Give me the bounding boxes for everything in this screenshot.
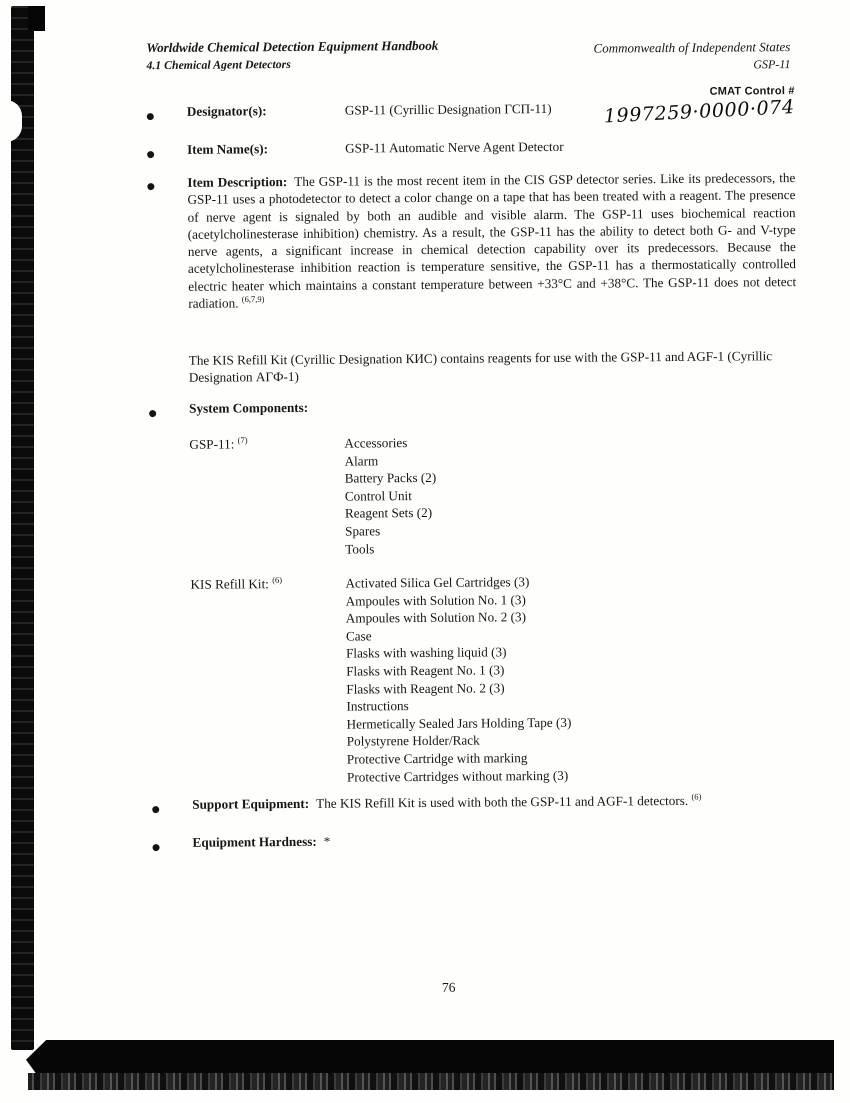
bullet-icon xyxy=(152,806,159,813)
system-components-row xyxy=(149,398,549,421)
country-label: Commonwealth of Independent States xyxy=(593,39,791,56)
cmat-control-label: CMAT Control # xyxy=(709,85,795,98)
gsp11-components-block xyxy=(189,431,750,559)
bullet-cell xyxy=(152,797,192,817)
component-item: Activated Silica Gel Cartridges (3) xyxy=(345,574,530,591)
item-name-label: Item Name(s): xyxy=(187,141,269,157)
component-item: Tools xyxy=(345,540,375,557)
component-item: Control Unit xyxy=(344,487,412,504)
bullet-icon xyxy=(147,151,154,158)
support-equipment-body xyxy=(192,792,832,817)
kis-label-text: KIS Refill Kit: xyxy=(190,576,269,592)
component-item: Alarm xyxy=(344,452,379,469)
component-item: Flasks with Reagent No. 2 (3) xyxy=(346,679,505,697)
item-name-body xyxy=(187,137,807,162)
component-item: Accessories xyxy=(344,435,408,451)
kis-components-list xyxy=(345,573,571,786)
component-item: Protective Cartridge with marking xyxy=(346,750,528,767)
bullet-icon xyxy=(147,183,154,190)
system-components-label: System Components: xyxy=(189,399,309,416)
component-item: Flasks with Reagent No. 1 (3) xyxy=(346,662,505,679)
bullet-cell xyxy=(149,401,189,421)
support-equipment-label: Support Equipment: xyxy=(192,795,310,812)
gsp11-label-text: GSP-11: xyxy=(189,436,235,452)
item-code-label: GSP-11 xyxy=(753,57,791,72)
component-item: Reagent Sets (2) xyxy=(344,505,433,521)
support-equipment-ref: (6) xyxy=(691,791,702,802)
item-description-row xyxy=(147,169,796,312)
designator-label: Designator(s): xyxy=(186,103,267,119)
kis-label-ref: (6) xyxy=(272,574,283,585)
gsp11-components-label xyxy=(189,435,345,559)
component-item: Protective Cartridges without marking (3) xyxy=(346,767,569,785)
kis-note-paragraph: The KIS Refill Kit (Cyrillic Designation КИС) contains reagents for use with the GSP-11 and AGF-1 (Cyrillic Designation АГФ-1) xyxy=(188,348,773,386)
item-description-refs: (6,7,9) xyxy=(241,293,265,305)
equipment-hardness-value: * xyxy=(323,833,331,849)
bullet-cell xyxy=(152,835,192,855)
kis-components-label xyxy=(190,575,347,787)
header-left xyxy=(146,38,438,73)
kis-components-block xyxy=(190,571,812,787)
item-name-value: GSP-11 Automatic Nerve Agent Detector xyxy=(345,138,564,156)
support-equipment-row xyxy=(152,792,832,817)
header-right xyxy=(593,39,790,74)
equipment-hardness-body xyxy=(192,831,652,855)
item-name-row xyxy=(147,137,807,162)
component-item: Hermetically Sealed Jars Holding Tape (3) xyxy=(346,714,572,732)
item-description-text: The GSP-11 is the most recent item in the CIS GSP detector series. Like its predecessors, the GSP-11 uses a photodetector to detect a color change on a tape that has been treated with a reagent. The presence of nerve agent is signaled by both an audible and visible alarm. The GSP-11 uses biochemical reaction (acetylcholinesterase inhibition) chemistry. As a result, the GSP-11 has the ability to detect both G- and V-type nerve agents, a significant increase in chemical detection capability over its predecessors. Because the acetylcholinesterase inhibition reaction is temperature sensitive, the GSP-11 has a thermostatically controlled electric heater which maintains a constant temperature between +33°C and +38°C. The GSP-11 does not detect radiation. xyxy=(187,170,797,311)
component-item: Battery Packs (2) xyxy=(344,470,437,486)
gsp11-components-list xyxy=(344,434,437,558)
component-item: Instructions xyxy=(346,698,409,714)
bullet-cell xyxy=(147,104,187,124)
page-number: 76 xyxy=(441,979,456,995)
component-item: Ampoules with Solution No. 2 (3) xyxy=(345,609,527,626)
support-equipment-text: The KIS Refill Kit is used with both the GSP-11 and AGF-1 detectors. xyxy=(316,792,689,811)
equipment-hardness-row xyxy=(152,831,652,855)
cmat-control-number-handwritten: 1997259·0000·074 xyxy=(603,96,796,128)
component-item: Spares xyxy=(345,523,381,539)
component-item: Case xyxy=(345,628,372,644)
bullet-cell xyxy=(147,174,188,313)
section-title: 4.1 Chemical Agent Detectors xyxy=(146,57,291,73)
component-item: Ampoules with Solution No. 1 (3) xyxy=(345,591,526,609)
designator-value: GSP-11 (Cyrillic Designation ГСП-11) xyxy=(344,100,552,118)
handbook-title: Worldwide Chemical Detection Equipment Handbook xyxy=(146,37,439,56)
system-components-heading xyxy=(189,398,549,421)
component-item: Flasks with washing liquid (3) xyxy=(345,644,507,661)
bullet-icon xyxy=(153,844,160,851)
bullet-cell xyxy=(147,142,187,162)
item-description-paragraph xyxy=(187,169,796,312)
bullet-icon xyxy=(149,410,156,417)
gsp11-label-ref: (7) xyxy=(237,434,248,446)
item-description-label: Item Description: xyxy=(187,174,288,190)
bullet-icon xyxy=(147,113,154,120)
component-item: Polystyrene Holder/Rack xyxy=(346,732,480,749)
equipment-hardness-label: Equipment Hardness: xyxy=(192,833,317,850)
